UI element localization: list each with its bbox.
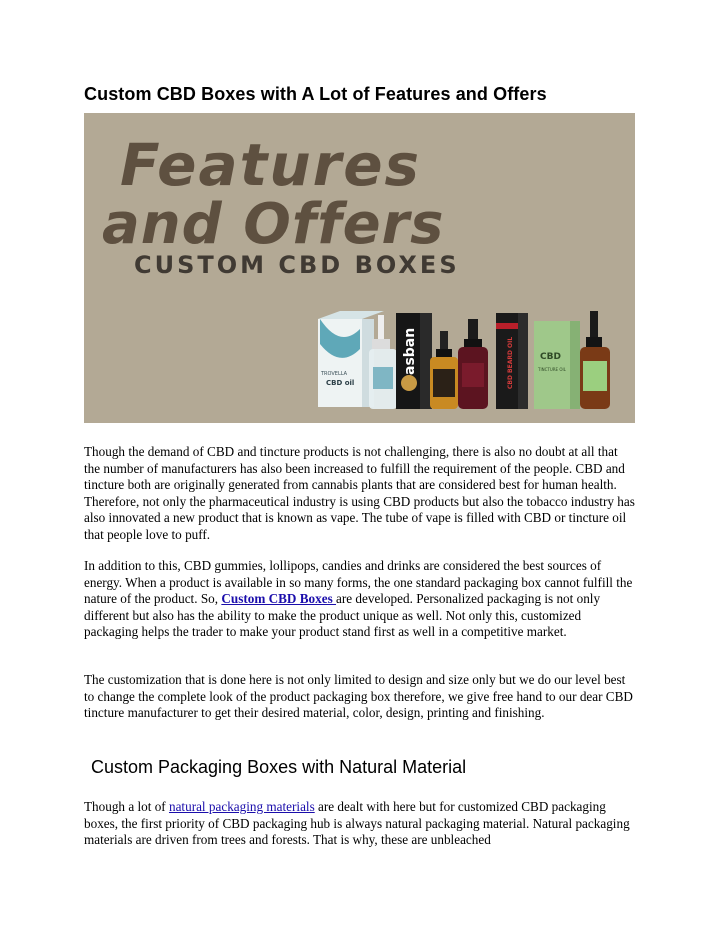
hero-label-tincture: TINCTURE OIL [538,367,566,372]
hero-image [84,113,635,423]
paragraph-natural-text-before: Though a lot of [84,799,169,814]
hero-line-custom-cbd-boxes: CUSTOM CBD BOXES [134,251,460,279]
section-heading-natural-material: Custom Packaging Boxes with Natural Material [91,757,467,777]
paragraph-intro: Though the demand of CBD and tincture products is not challenging, there is also no doubt at all that the number of manufacturers has also been increased to fulfill the requirement of the people. CBD and tincture both are originally generated from cannabis plants that are considered best for human health. Therefore, not only the pharmaceutical industry is using CBD products but also the tobacco industry has also innovated a new product that is known as vape. The tube of vape is filled with CBD or tincture oil that people love to puff. [84,444,635,542]
hero-label-beard-oil: CBD BEARD OIL [507,336,514,389]
hero-label-asban: asban [402,327,418,375]
paragraph-forms-text-before: In addition to this, CBD gummies, lollipops, candies and drinks are considered the best sources of energy. When a product is available in so many forms, the one standard packaging box cannot fulfill the nature of the product. So, [84,558,633,606]
page-title: Custom CBD Boxes with A Lot of Features and Offers [84,84,547,104]
hero-line-and-offers: and Offers [102,192,445,257]
paragraph-natural-text-after: are dealt with here but for customized CBD packaging boxes, the first priority of CBD packaging hub is always natural packaging material. Natural packaging materials are driven from trees and forests. That is why, these are unbleached [84,799,630,847]
paragraph-forms-text-after: are developed. Personalized packaging is not only different but also has the ability to make the product unique as well. Not only this, customized packaging helps the trader to make your product stand first as well in a competitive market. [84,591,601,639]
custom-cbd-boxes-link[interactable]: Custom CBD Boxes [221,591,337,606]
hero-label-trovella: TROVELLA [321,371,348,377]
hero-line-features: Features [120,131,422,199]
natural-packaging-materials-link[interactable]: natural packaging materials [168,799,315,814]
paragraph-forms [84,558,636,641]
paragraph-natural-material [84,799,636,849]
hero-label-cbd: CBD [540,352,561,362]
paragraph-customization: The customization that is done here is not only limited to design and size only but we do our level best to change the complete look of the product packaging box therefore, we give free hand to our dear CBD tincture manufacturer to get their desired material, color, design, printing and finishing. [84,672,633,720]
hero-label-cbd-oil: CBD oil [326,379,355,387]
